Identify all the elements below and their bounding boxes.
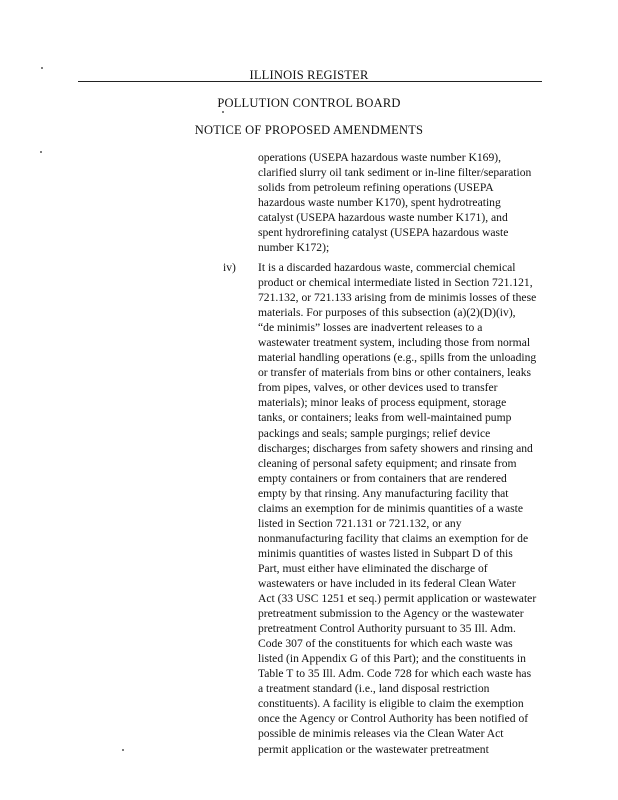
text-line: or transfer of materials from bins or other containers, leaks [258,366,532,380]
text-line: solids from petroleum refining operations (USEPA [258,181,494,195]
text-line: materials. For purposes of this subsection (a)(2)(D)(iv), [258,306,516,320]
text-line: “de minimis” losses are inadvertent releases to a [258,321,483,335]
text-line: possible de minimis releases via the Clean Water Act [258,727,504,741]
register-title: ILLINOIS REGISTER [249,68,369,82]
text-line: clarified slurry oil tank sediment or in-line filter/separation [258,166,532,180]
text-line: 721.132, or 721.133 arising from de minimis losses of these [258,291,537,305]
text-line: pretreatment Control Authority pursuant to 35 Ill. Adm. [258,622,516,636]
text-line: wastewater treatment system, including those from normal [258,336,531,350]
text-line: listed in Section 721.131 or 721.132, or any [258,516,462,530]
text-line: tanks, or containers; leaks from well-maintained pump [258,411,512,425]
subsection-label: iv) [223,261,236,274]
text-line: from pipes, valves, or other devices used to transfer [258,381,498,395]
subsection-paragraph [258,260,558,757]
text-line: discharges; discharges from safety showers and rinsing and [258,441,533,455]
text-line: a treatment standard (i.e., land disposal restriction [258,682,490,696]
scan-speck [41,67,43,69]
text-line: catalyst (USEPA hazardous waste number K171), and [258,211,508,225]
text-line: It is a discarded hazardous waste, commercial chemical [258,261,516,274]
text-line: hazardous waste number K170), spent hydrotreating [258,196,501,210]
text-line: permit application or the wastewater pretreatment [258,742,489,756]
text-line: claims an exemption for de minimis quantities of a waste [258,501,523,515]
text-line: empty by that rinsing. Any manufacturing facility that [258,486,509,500]
text-line: product or chemical intermediate listed in Section 721.121, [258,276,533,290]
text-line: packings and seals; sample purgings; relief device [258,426,491,440]
scan-speck [40,151,42,153]
text-line: number K172); [258,241,330,255]
text-line: material handling operations (e.g., spills from the unloading [258,351,537,365]
text-line: once the Agency or Control Authority has been notified of [258,712,529,726]
text-line: materials); minor leaks of process equipment, storage [258,396,507,410]
text-line: pretreatment submission to the Agency or the wastewater [258,607,524,621]
text-line: nonmanufacturing facility that claims an exemption for de [258,531,529,545]
notice-title: NOTICE OF PROPOSED AMENDMENTS [194,123,424,137]
text-line: minimis quantities of wastes listed in Subpart D of this [258,546,513,560]
text-line: Part, must either have eliminated the discharge of [258,561,488,575]
text-line: constituents). A facility is eligible to claim the exemption [258,697,524,711]
text-line: operations (USEPA hazardous waste number K169), [258,151,501,164]
scan-speck [122,749,124,751]
text-line: spent hydrorefining catalyst (USEPA hazardous waste [258,226,509,240]
board-title: POLLUTION CONTROL BOARD [217,96,401,110]
text-line: wastewaters or have included in its federal Clean Water [258,576,516,590]
text-line: Code 307 of the constituents for which each waste was [258,637,513,651]
text-line: Table T to 35 Ill. Adm. Code 728 for which each waste has [258,667,532,681]
scan-speck [222,111,224,113]
text-line: listed (in Appendix G of this Part); and the constituents in [258,652,526,666]
text-line: empty containers or from containers that are rendered [258,471,507,485]
continuation-paragraph [258,150,558,255]
text-line: Act (33 USC 1251 et seq.) permit application or wastewater [258,592,537,606]
text-line: cleaning of personal safety equipment; and rinsate from [258,456,517,470]
